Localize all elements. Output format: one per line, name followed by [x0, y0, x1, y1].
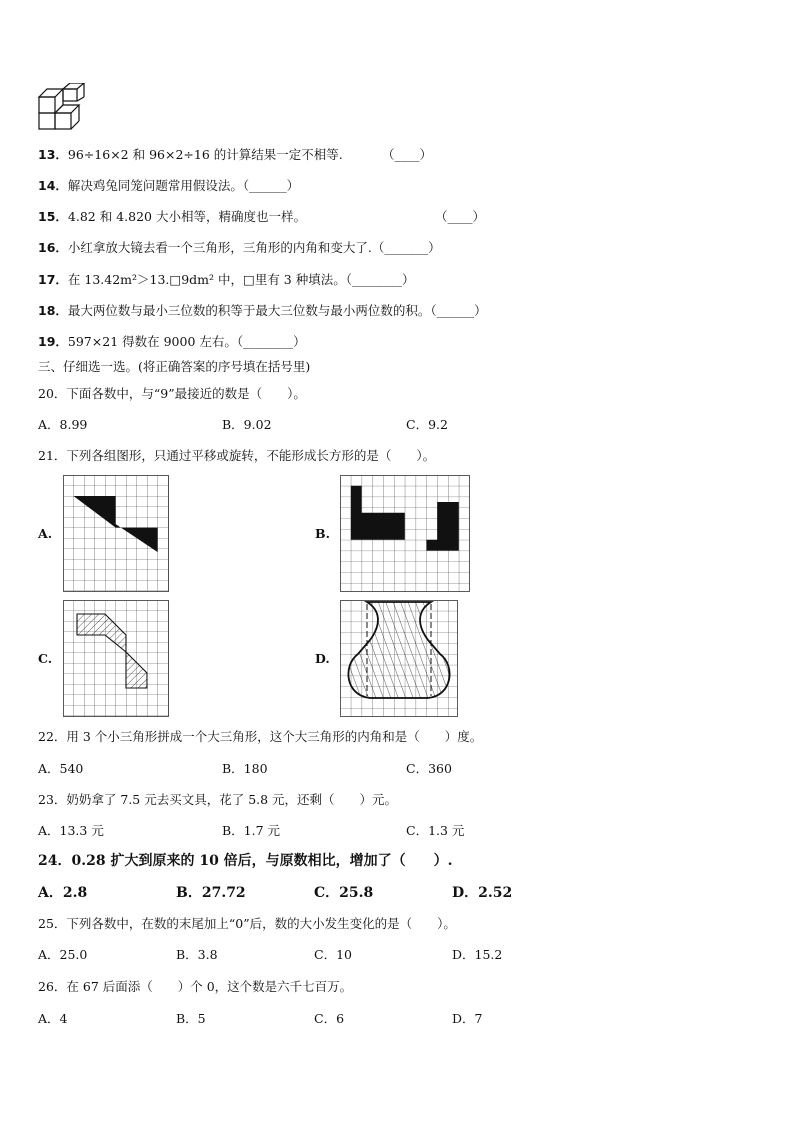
option-c[interactable]: C．360 [406, 761, 452, 776]
question-text: 597×21 得数在 9000 左右。 [67, 334, 237, 349]
question-text: 最大两位数与最小三位数的积等于最大三位数与最小两位数的积。 [67, 303, 431, 318]
option-b[interactable]: B．180 [222, 761, 268, 776]
option-b[interactable]: B．3.8 [176, 947, 218, 962]
question-number: 18． [38, 303, 68, 318]
question-21: 21．下列各组图形，只通过平移或旋转，不能形成长方形的是（ ）。 [38, 448, 436, 463]
option-c[interactable]: C．1.3 元 [406, 823, 465, 838]
option-c[interactable]: C．10 [314, 947, 352, 962]
grid-figure-a [63, 475, 169, 592]
option-d[interactable]: D．7 [452, 1011, 483, 1026]
figure-label-b[interactable]: B. [315, 526, 330, 541]
answer-blank-18[interactable]: （______） [430, 303, 487, 318]
question-number: 14． [38, 178, 68, 193]
question-25: 25．下列各数中，在数的末尾加上“0”后，数的大小发生变化的是（ ）。 [38, 916, 456, 931]
answer-blank-14[interactable]: （______） [242, 178, 300, 193]
question-22: 22．用 3 个小三角形拼成一个大三角形，这个大三角形的内角和是（ ）度。 [38, 729, 483, 744]
option-c[interactable]: C．9.2 [406, 417, 448, 432]
question-15 [38, 209, 306, 225]
grid-figure-c [63, 600, 169, 717]
option-a[interactable]: A．2.8 [38, 885, 88, 901]
option-d[interactable]: D．15.2 [452, 947, 503, 962]
option-b[interactable]: B．9.02 [222, 417, 272, 432]
question-number: 13． [38, 147, 68, 162]
option-a[interactable]: A．8.99 [38, 417, 88, 432]
answer-blank-19[interactable]: （________） [236, 334, 306, 349]
answer-blank-13[interactable]: （____） [382, 147, 433, 162]
question-number: 15． [38, 209, 68, 224]
question-20: 20．下面各数中，与“9”最接近的数是（ ）。 [38, 386, 306, 401]
option-a[interactable]: A．540 [38, 761, 84, 776]
question-17 [38, 272, 415, 288]
option-c[interactable]: C．25.8 [314, 885, 374, 901]
question-text: 96÷16×2 和 96×2÷16 的计算结果一定不相等. [67, 147, 343, 162]
option-a[interactable]: A．25.0 [38, 947, 88, 962]
question-16 [38, 240, 441, 256]
question-text: 在 13.42m²＞13.□9dm² 中，□里有 3 种填法。 [67, 272, 346, 287]
question-13 [38, 147, 343, 163]
grid-figure-d [340, 600, 458, 717]
answer-blank-17[interactable]: （________） [345, 272, 415, 287]
question-14 [38, 178, 299, 194]
question-number: 19． [38, 334, 68, 349]
question-24: 24．0.28 扩大到原来的 10 倍后，与原数相比，增加了（ ）. [38, 853, 453, 869]
question-18 [38, 303, 487, 319]
question-text: 解决鸡兔同笼问题常用假设法。 [67, 178, 243, 193]
option-a[interactable]: A．4 [38, 1011, 68, 1026]
option-c[interactable]: C．6 [314, 1011, 345, 1026]
figure-label-c[interactable]: C. [38, 651, 53, 666]
option-b[interactable]: B．1.7 元 [222, 823, 281, 838]
question-19 [38, 334, 306, 350]
question-text: 小红拿放大镜去看一个三角形，三角形的内角和变大了. [67, 240, 372, 255]
option-b[interactable]: B．27.72 [176, 885, 246, 901]
question-26: 26．在 67 后面添（ ）个 0，这个数是六千七百万。 [38, 979, 353, 994]
question-23: 23．奶奶拿了 7.5 元去买文具，花了 5.8 元，还剩（ ）元。 [38, 792, 398, 807]
cube-stack-figure [37, 83, 89, 133]
option-a[interactable]: A．13.3 元 [38, 823, 104, 838]
figure-label-a[interactable]: A. [38, 526, 53, 541]
option-d[interactable]: D．2.52 [452, 885, 513, 901]
question-number: 17． [38, 272, 68, 287]
option-b[interactable]: B．5 [176, 1011, 206, 1026]
section-heading: 三、仔细选一选。(将正确答案的序号填在括号里) [38, 359, 311, 374]
question-text: 4.82 和 4.820 大小相等，精确度也一样。 [67, 209, 306, 224]
answer-blank-15[interactable]: （____） [435, 209, 486, 224]
answer-blank-16[interactable]: （_______） [371, 240, 441, 255]
question-number: 16． [38, 240, 68, 255]
figure-label-d[interactable]: D. [315, 651, 330, 666]
grid-figure-b [340, 475, 470, 592]
